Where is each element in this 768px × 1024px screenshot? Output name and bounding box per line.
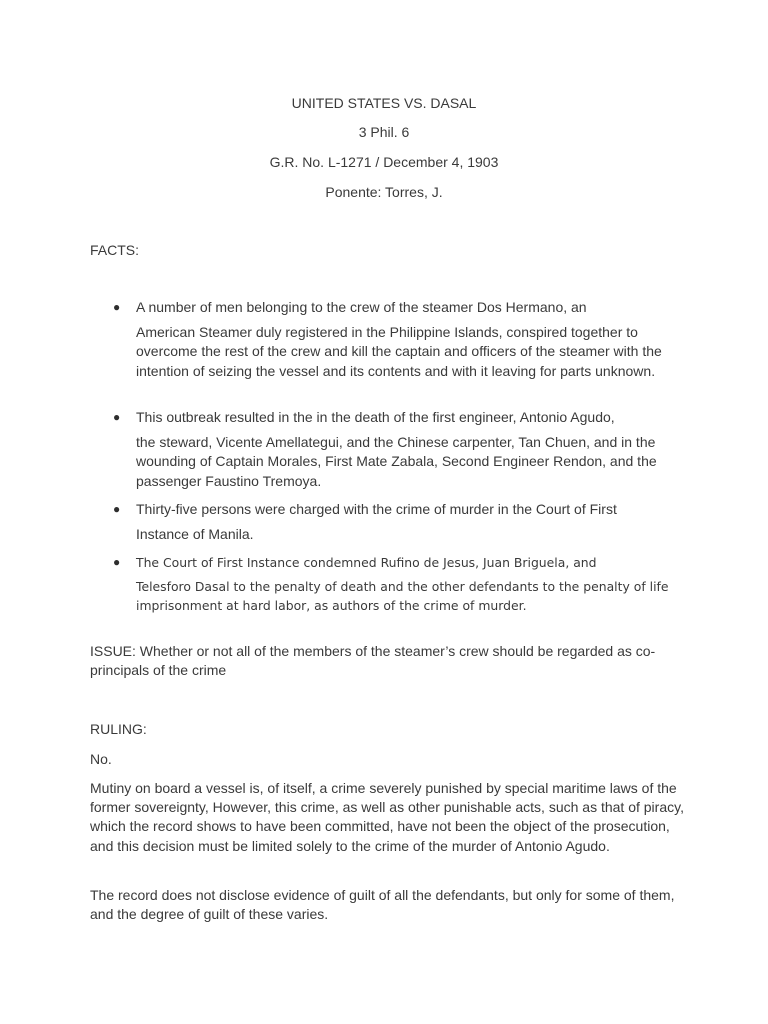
issue-paragraph: ISSUE: Whether or not all of the members of the steamer’s crew should be regarded as co-principals of the crime [90, 643, 656, 679]
facts-item [136, 553, 696, 615]
ponente: Ponente: Torres, J. [325, 184, 443, 200]
gr-number: G.R. No. L-1271 / December 4, 1903 [269, 154, 499, 170]
bullet-icon: ● [113, 555, 121, 569]
facts-item-text: Telesforo Dasal to the penalty of death and the other defendants to the penalty of life imprisonment at hard labor, as authors of the crime of murder. [136, 579, 669, 613]
bullet-icon: ● [113, 300, 121, 314]
bullet-icon: ● [113, 410, 121, 424]
facts-item [136, 408, 696, 491]
case-citation: 3 Phil. 6 [358, 124, 410, 140]
case-title: UNITED STATES VS. DASAL [291, 95, 477, 111]
facts-item-text: the steward, Vicente Amellategui, and the Chinese carpenter, Tan Chuen, and in the wounding of Captain Morales, First Mate Zabala, Second Engineer Rendon, and the passenger Faustino Tremoya. [136, 433, 657, 489]
facts-item-first-line: This outbreak resulted in the in the death of the first engineer, Antonio Agudo, [136, 409, 615, 425]
facts-item-first-line: The Court of First Instance condemned Rufino de Jesus, Juan Briguela, and [136, 555, 597, 570]
facts-item-first-line: A number of men belonging to the crew of the steamer Dos Hermano, an [136, 299, 587, 315]
facts-item [136, 500, 696, 544]
facts-item-first-line: Thirty-five persons were charged with the crime of murder in the Court of First [136, 501, 617, 517]
ruling-answer: No. [90, 751, 112, 767]
facts-item [136, 298, 696, 381]
ruling-paragraph: The record does not disclose evidence of guilt of all the defendants, but only for some of them, and the degree of guilt of these varies. [90, 887, 675, 923]
ruling-heading: RULING: [90, 721, 147, 737]
facts-item-text: American Steamer duly registered in the Philippine Islands, conspired together to overcome the rest of the crew and kill the captain and officers of the steamer with the intention of seizing the vessel and its contents and with it leaving for parts unknown. [136, 323, 662, 379]
facts-heading: FACTS: [90, 242, 140, 258]
ruling-paragraph: Mutiny on board a vessel is, of itself, a crime severely punished by special maritime laws of the former sovereignty, However, this crime, as well as other punishable acts, such as that of piracy, which the record shows to have been committed, have not been the object of the prosecution, and this decision must be limited solely to the crime of the murder of Antonio Agudo. [90, 780, 684, 854]
bullet-icon: ● [113, 502, 121, 516]
facts-item-text: Instance of Manila. [136, 525, 254, 542]
